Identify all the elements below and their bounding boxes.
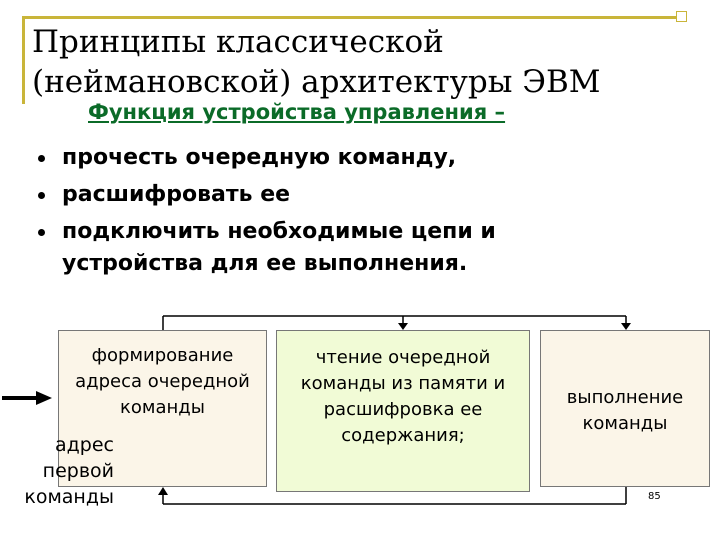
- arrowhead-icon: [36, 391, 52, 405]
- bullet-item: расшифровать ее: [36, 179, 622, 211]
- slide-title: Принципы классической (неймановской) архитектуры ЭВМ: [32, 24, 601, 100]
- box-read-command: чтение очередной команды из памяти и расшифровка ее содержания;: [276, 330, 530, 492]
- box-form-address: формирование адреса очередной команды: [58, 330, 267, 487]
- box-execute-command: выполнение команды: [540, 330, 710, 487]
- page-number: 85: [648, 491, 661, 502]
- bullet-item: прочесть очередную команду,: [36, 142, 622, 174]
- bullet-item: подключить необходимые цепи и устройства для ее выполнения.: [36, 216, 622, 280]
- arrowhead-icon: [398, 323, 408, 330]
- arrowhead-icon: [621, 323, 631, 330]
- input-address-label: адрес первой команды: [24, 434, 114, 508]
- slide-subtitle: Функция устройства управления –: [88, 100, 506, 124]
- arrowhead-icon: [158, 487, 168, 495]
